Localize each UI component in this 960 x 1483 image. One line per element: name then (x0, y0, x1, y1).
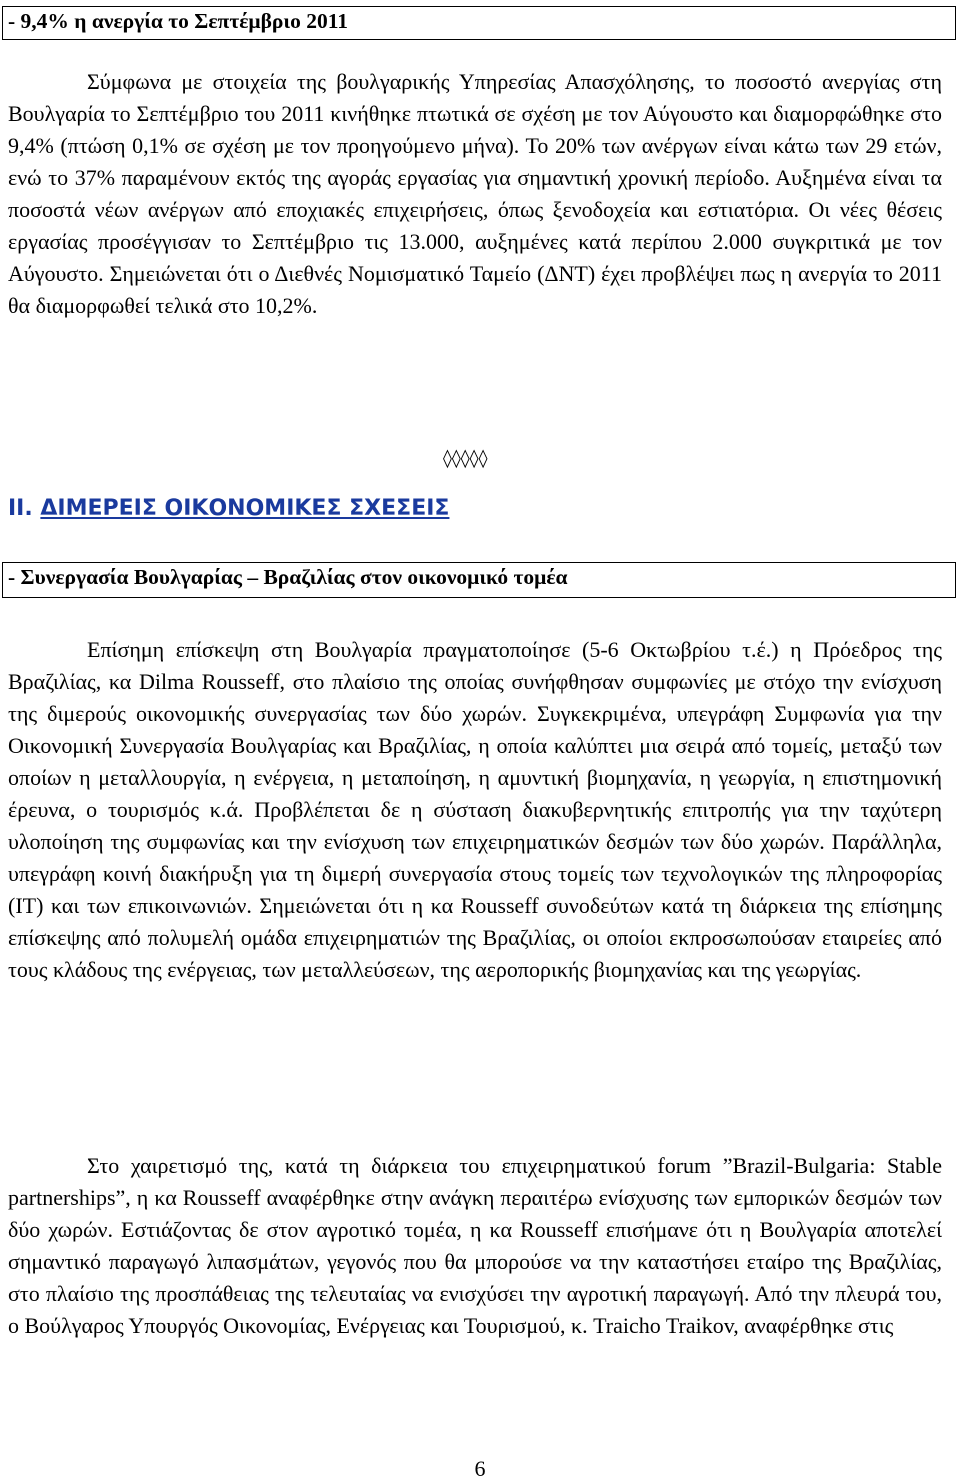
section-title-text: ΔΙΜΕΡΕΙΣ ΟΙΚΟΝΟΜΙΚΕΣ ΣΧΕΣΕΙΣ (40, 496, 450, 521)
section-title (8, 494, 449, 524)
paragraph-unemployment: Σύμφωνα με στοιχεία της βουλγαρικής Υπηρεσίας Απασχόλησης, το ποσοστό ανεργίας στη Βουλγαρία το Σεπτέμβριο του 2011 κινήθηκε πτωτικά σε σχέση με τον Αύγουστο και διαμορφώθηκε στο 9,4% (πτώση 0,1% σε σχέση με τον προηγούμενο μήνα). Το 20% των ανέργων είναι κάτω των 29 ετών, ενώ το 37% παραμένουν εκτός της αγοράς εργασίας για σημαντική χρονική περίοδο. Αυξημένα είναι τα ποσοστά νέων ανέργων από εποχιακές επιχειρήσεις, όπως ξενοδοχεία και εστιατόρια. Οι νέες θέσεις εργασίας προσέγγισαν το Σεπτέμβριο τις 13.000, αυξημένες κατά περίπου 2.000 συγκριτικά με τον Αύγουστο. Σημειώνεται ότι ο Διεθνές Νομισματικό Ταμείο (ΔΝΤ) έχει προβλέψει πως η ανεργία το 2011 θα διαμορφωθεί τελικά στο 10,2%. (8, 69, 942, 318)
section-heading-unemployment (2, 6, 956, 40)
paragraph-visit: Επίσημη επίσκεψη στη Βουλγαρία πραγματοποίησε (5-6 Οκτωβρίου τ.έ.) η Πρόεδρος της Βραζιλίας, κα Dilma Rousseff, στο πλαίσιο της οποίας συνήφθησαν συμφωνίες με στόχο την ενίσχυση της διμερούς οικονομικής συνεργασίας των δύο χωρών. Συγκεκριμένα, υπεγράφη Συμφωνία για την Οικονομική Συνεργασία Βουλγαρίας και Βραζιλίας, η οποία καλύπτει μια σειρά από τομείς, μεταξύ των οποίων η μεταλλουργία, η ενέργεια, η μεταποίηση, η αμυντική βιομηχανία, η γεωργία, η επιστημονική έρευνα, ο τουρισμός κ.ά. Προβλέπεται δε η σύσταση διακυβερνητικής επιτροπής για την ταχύτερη υλοποίηση της συμφωνίας και την ενίσχυση των επιχειρηματικών δεσμών των δύο χωρών. Παράλληλα, υπεγράφη κοινή διακήρυξη για τη διμερή συνεργασία στους τομείς των τεχνολογικών της πληροφορίας (IT) και των επικοινωνιών. Σημειώνεται ότι η κα Rousseff συνοδεύτων κατά τη διάρκεια της επίσημης επίσκεψης από πολυμελή ομάδα επιχειρηματιών της Βραζιλίας, οι οποίοι εκπροσωπούσαν εταιρείες από τους κλάδους της ενέργειας, των μεταλλεύσεων, της αεροπορικής βιομηχανίας και της γεωργίας. (8, 637, 942, 982)
section-number: II. (8, 496, 41, 521)
page-number: 6 (474, 1456, 486, 1481)
subsection-heading-cooperation (2, 562, 956, 598)
heading-text: - Συνεργασία Βουλγαρίας – Βραζιλίας στον οικονομικό τομέα (8, 565, 568, 589)
heading-text: - 9,4% η ανεργία το Σεπτέμβριο 2011 (8, 9, 349, 33)
paragraph-forum: Στο χαιρετισμό της, κατά τη διάρκεια του επιχειρηματικού forum ”Brazil-Bulgaria: Stable partnerships”, η κα Rousseff αναφέρθηκε στην ανάγκη περαιτέρω ενίσχυσης των εμπορικών δεσμών των δύο χωρών. Εστιάζοντας δε στον αγροτικό τομέα, η κα Rousseff επισήμανε ότι η Βουλγαρία αποτελεί σημαντικό παραγωγό λιπασμάτων, γεγονός που θα μπορούσε να την καταστήσει εταίρο της Βραζιλίας, στο πλαίσιο της προσπάθειας της τελευταίας να ενισχύσει την αγροτική παραγωγή. Από την πλευρά του, ο Βούλγαρος Υπουργός Οικονομίας, Ενέργειας και Τουρισμού, κ. Traicho Traikov, αναφέρθηκε στις (8, 1153, 942, 1338)
diamond-separator: ◊◊◊◊◊ (443, 448, 488, 469)
